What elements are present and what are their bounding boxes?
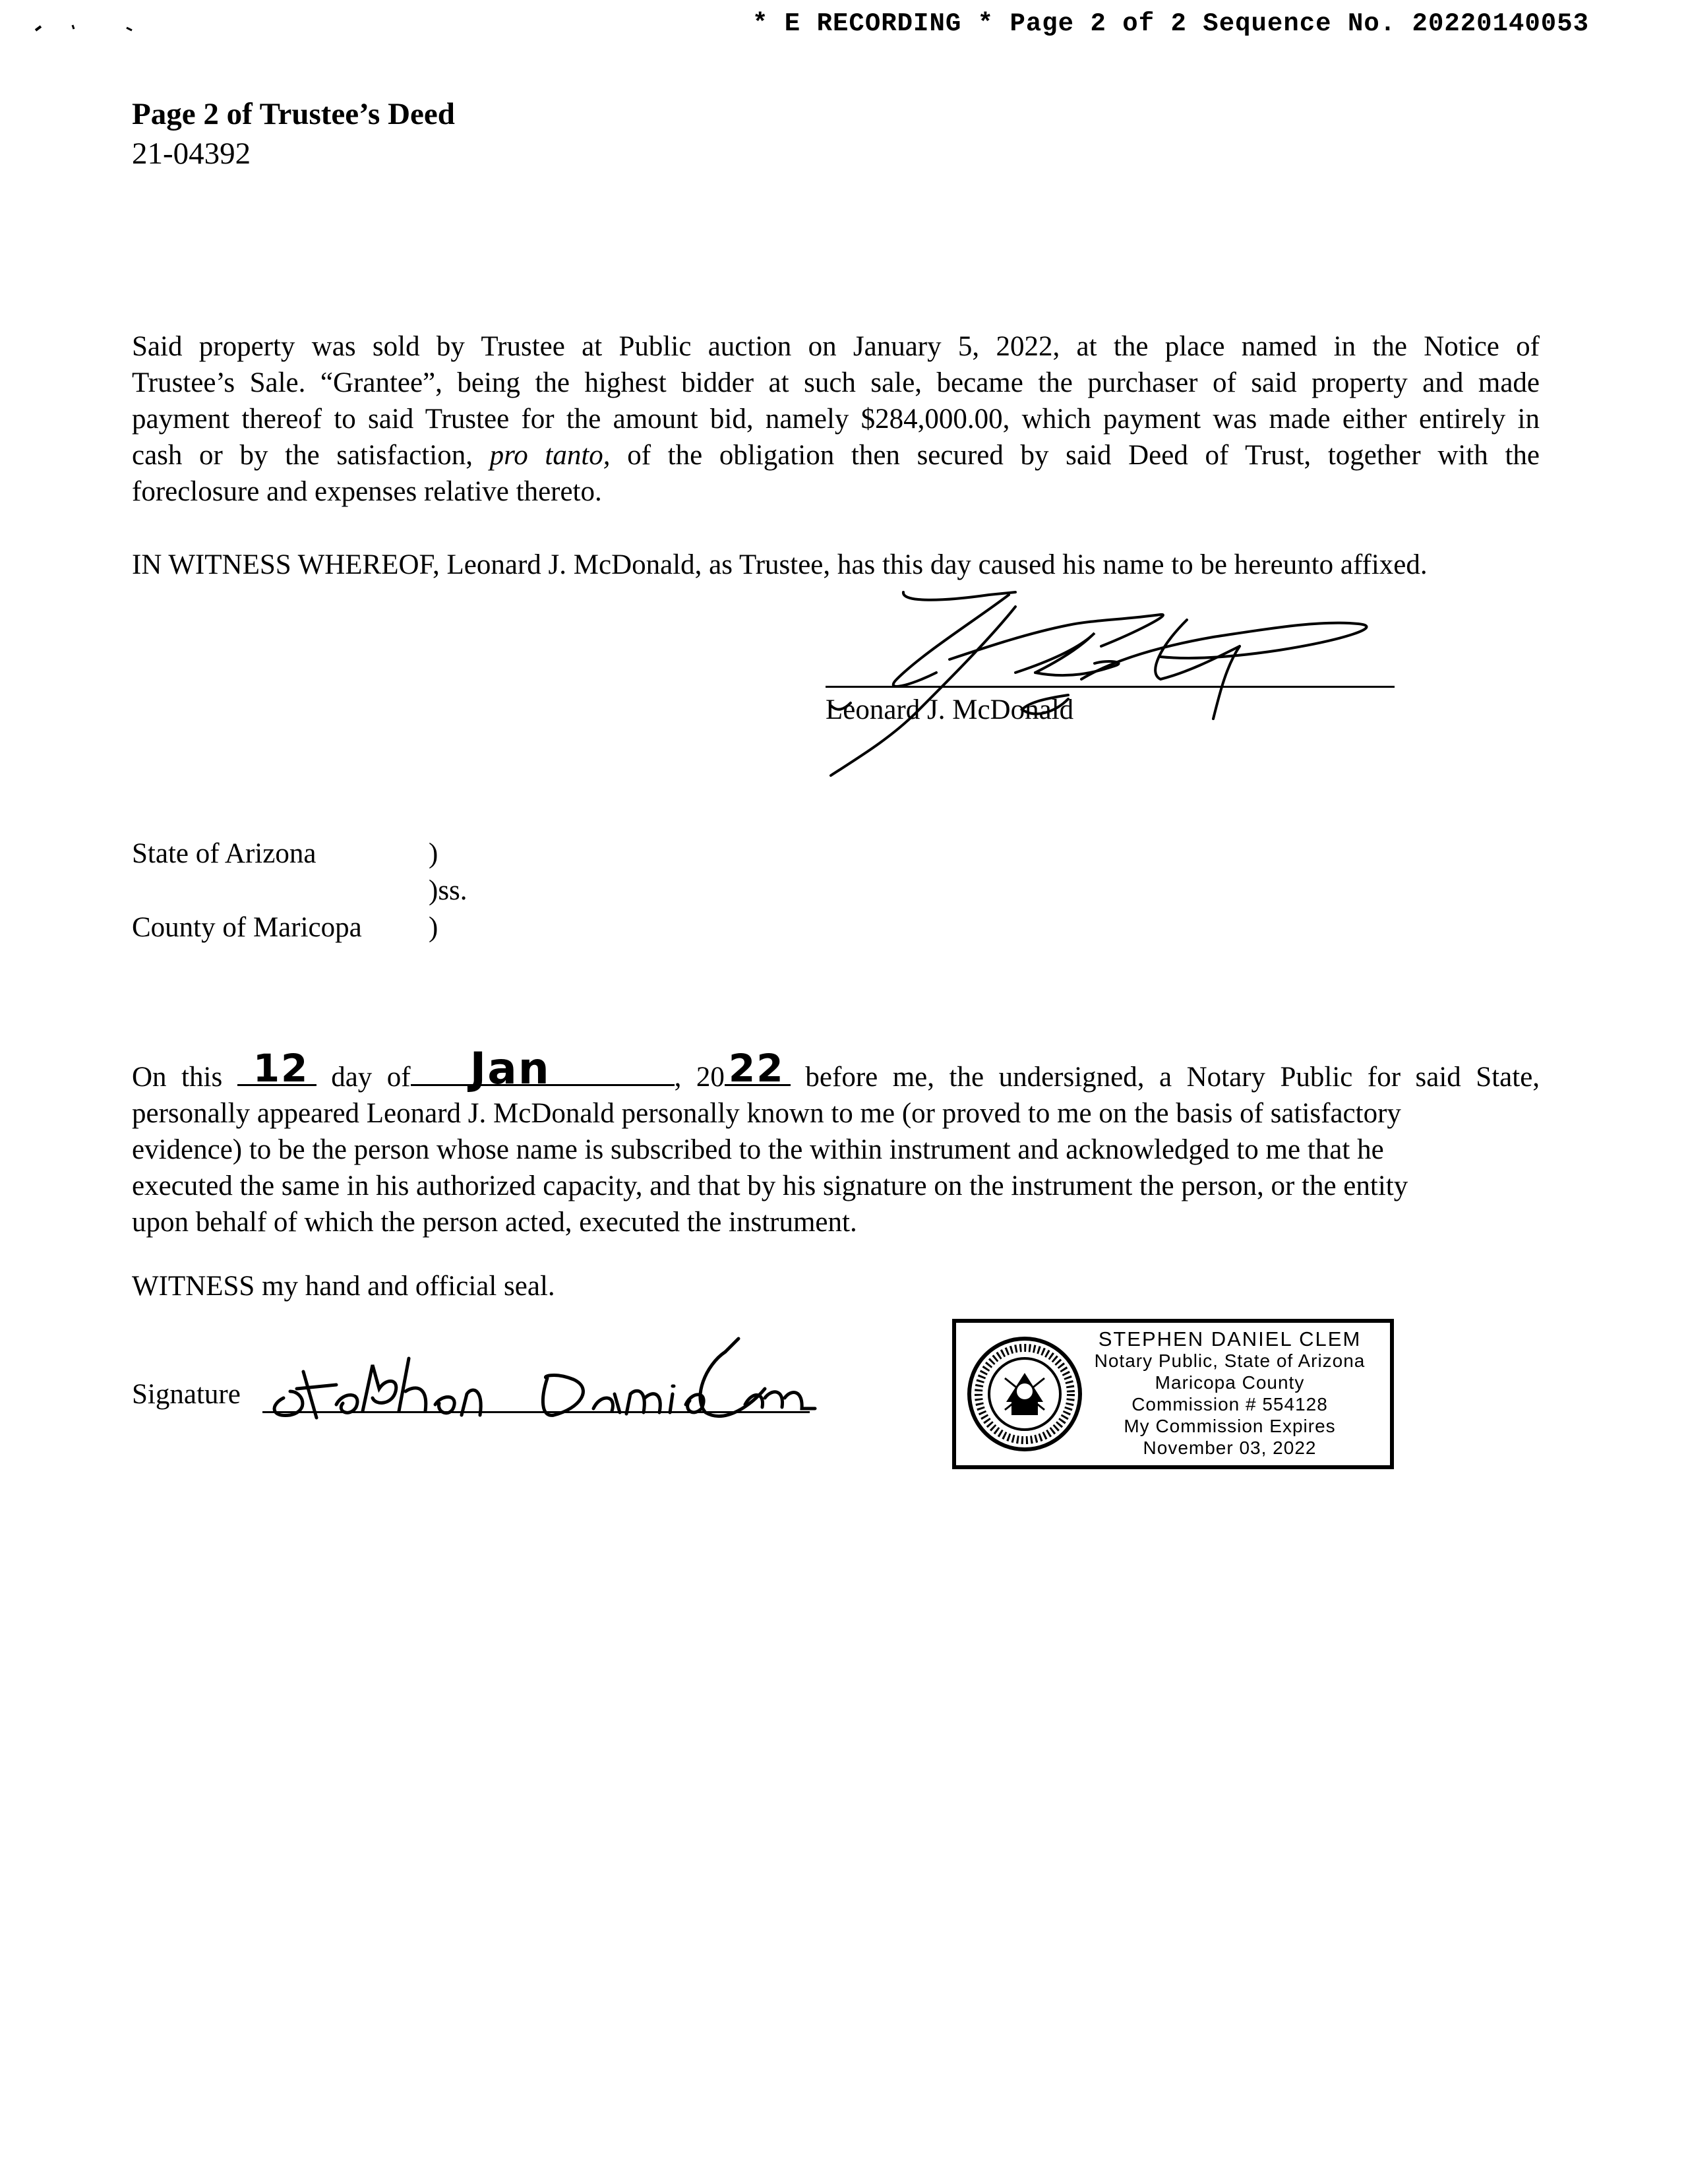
ack-line-1 (132, 1043, 1540, 1095)
notary-expires-label: My Commission Expires (1124, 1416, 1336, 1436)
ack-line-2: personally appeared Leonard J. McDonald personally known to me (or proved to me on the basis of satisfactory (132, 1098, 1401, 1129)
witness-whereof: IN WITNESS WHEREOF, Leonard J. McDonald, as Trustee, has this day caused his name to be hereunto affixed. (132, 549, 1428, 580)
witness-hand-seal: WITNESS my hand and official seal. (132, 1271, 555, 1302)
day-of-label: day of (331, 1062, 411, 1093)
ack-line-3: evidence) to be the person whose name is subscribed to the within instrument and acknowledged to me that he (132, 1134, 1384, 1165)
notary-county: Maricopa County (1155, 1372, 1305, 1393)
year-value-handwritten: 22 (728, 1046, 785, 1091)
trustee-name: Leonard J. McDonald (826, 694, 1074, 725)
document-number: 21-04392 (132, 136, 251, 171)
sale-line-2: Trustee’s Sale. “Grantee”, being the highest bidder at such sale, became the purchaser of said property and made (132, 367, 1540, 398)
year-blank (725, 1046, 791, 1091)
sale-line-5: foreclosure and expenses relative thereto. (132, 476, 602, 507)
day-blank (237, 1046, 316, 1091)
recording-header: * E RECORDING * Page 2 of 2 Sequence No. 20220140053 (752, 9, 1589, 38)
on-this-label: On this (132, 1062, 223, 1093)
venue-county: County of Maricopa (132, 912, 362, 943)
notary-expires-date: November 03, 2022 (1143, 1438, 1317, 1458)
ack-line-5: upon behalf of which the person acted, executed the instrument. (132, 1207, 857, 1238)
year-prefix: , 20 (674, 1062, 725, 1093)
ack-line-4: executed the same in his authorized capacity, and that by his signature on the instrument the person, or the entity (132, 1170, 1408, 1201)
notary-seal-icon (967, 1336, 1083, 1452)
month-blank (411, 1043, 675, 1094)
signature-label: Signature (132, 1379, 241, 1410)
trustee-signature (818, 580, 1464, 791)
ack-line-1-rest: before me, the undersigned, a Notary Public for said State, (805, 1062, 1540, 1093)
day-value-handwritten: 12 (253, 1046, 309, 1091)
notary-title: Notary Public, State of Arizona (1094, 1350, 1366, 1371)
pro-tanto-italic: pro tanto, (489, 440, 611, 471)
acknowledgment-paragraph (132, 1043, 1540, 1240)
sale-line-4-a: cash or by the satisfaction, (132, 440, 490, 471)
sale-line-3: payment thereof to said Trustee for the amount bid, namely $284,000.00, which payment was made either entirely in (132, 404, 1540, 435)
notary-stamp (952, 1319, 1394, 1469)
sale-line-4 (132, 437, 1540, 473)
notary-stamp-text (1076, 1328, 1383, 1459)
notary-commission: Commission # 554128 (1131, 1394, 1328, 1414)
notary-name: STEPHEN DANIEL CLEM (1098, 1327, 1362, 1350)
month-value-handwritten: Jan (469, 1043, 551, 1094)
page-title: Page 2 of Trustee’s Deed (132, 97, 455, 131)
notary-signature (264, 1325, 818, 1431)
venue-ss: )ss. (429, 875, 467, 906)
venue-paren-2: ) (429, 912, 438, 943)
scan-specks (34, 16, 140, 36)
sale-line-4-b: of the obligation then secured by said Deed of Trust, together with the (610, 440, 1540, 471)
venue-state: State of Arizona (132, 838, 316, 869)
sale-paragraph (132, 328, 1540, 510)
sale-line-1: Said property was sold by Trustee at Public auction on January 5, 2022, at the place named in the Notice of (132, 331, 1540, 362)
venue-paren-1: ) (429, 838, 438, 869)
